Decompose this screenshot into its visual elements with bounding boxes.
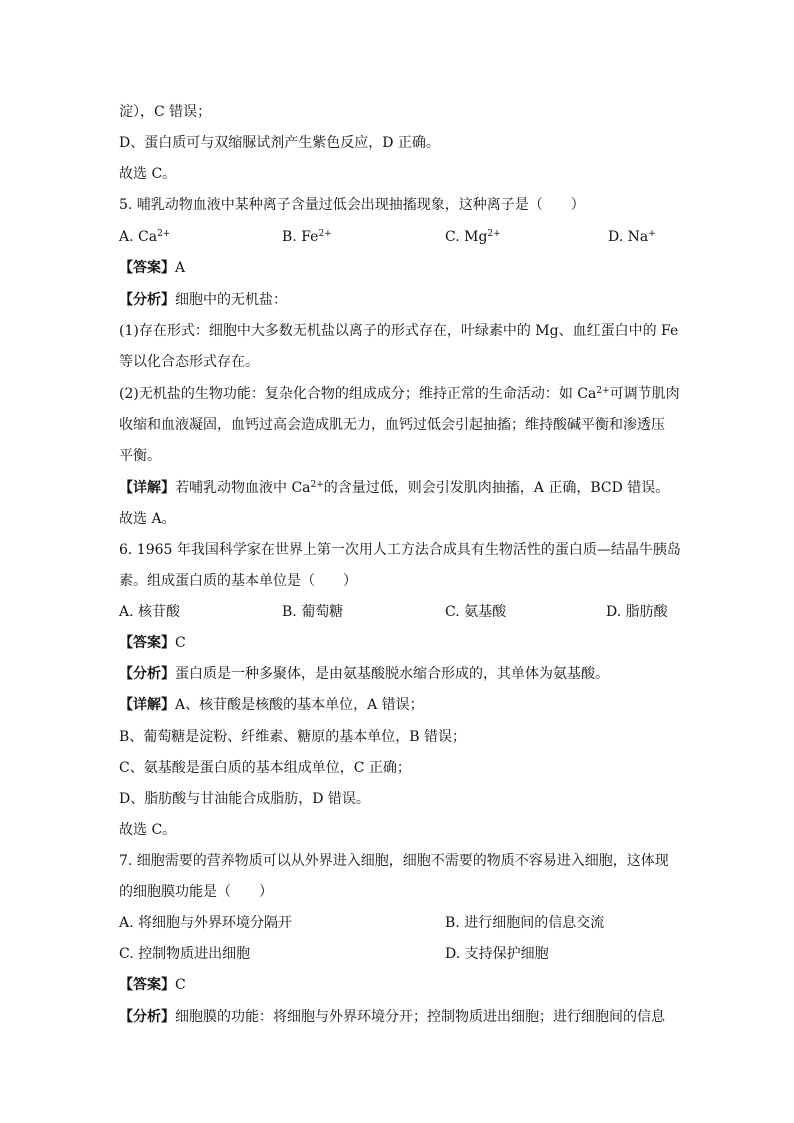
text-line: 故选 A。 (119, 511, 176, 527)
q6-answer (119, 633, 186, 653)
option-letter: D. (608, 229, 624, 245)
detail-tag: 【详解】 (119, 480, 175, 496)
text-line (119, 384, 680, 404)
option-letter: C. (445, 229, 460, 245)
q6-detail (119, 695, 424, 715)
q6-option-c: C. 氨基酸 (445, 604, 507, 620)
text-line: 淀），C 错误； (119, 104, 212, 120)
question-7-stem: 7. 细胞需要的营养物质可以从外界进入细胞，细胞不需要的物质不容易进入细胞，这体现 (119, 853, 669, 869)
answer-value: A (175, 260, 186, 276)
option-letter: A. (119, 229, 134, 245)
analysis-tag: 【分析】 (119, 292, 175, 308)
text-run: 可调节肌肉 (609, 386, 680, 402)
detail-text: A、核苷酸是核酸的基本单位，A 错误； (175, 697, 424, 713)
text-line: 故选 C。 (119, 166, 177, 182)
q5-answer (119, 258, 185, 278)
q5-option-a (119, 227, 170, 247)
text-run: 的含量过低，则会引发肌肉抽搐，A 正确，BCD 错误。 (323, 480, 670, 496)
text-line: D、蛋白质可与双缩脲试剂产生紫色反应，D 正确。 (119, 135, 440, 151)
q5-option-c (445, 227, 501, 247)
question-6-stem: 素。组成蛋白质的基本单位是（ ） (119, 573, 357, 589)
analysis-text: 蛋白质是一种多聚体，是由氨基酸脱水缩合形成的，其单体为氨基酸。 (175, 666, 609, 682)
charge-superscript: 2+ (596, 386, 610, 396)
option-ion: Na (627, 229, 649, 245)
question-7-stem: 的细胞膜功能是（ ） (119, 884, 273, 900)
q7-option-b: B. 进行细胞间的信息交流 (445, 915, 605, 931)
option-charge: 2+ (487, 229, 501, 239)
text-line: B、葡萄糖是淀粉、纤维素、糖原的基本单位，B 错误； (119, 729, 467, 745)
answer-value: C (175, 635, 186, 651)
question-5-stem: 5. 哺乳动物血液中某种离子含量过低会出现抽搐现象，这种离子是（ ） (119, 197, 585, 213)
text-line: 收缩和血液凝固，血钙过高会造成肌无力，血钙过低会引起抽搐；维持酸碱平衡和渗透压 (119, 417, 665, 433)
text-line: (1)存在形式：细胞中大多数无机盐以离子的形式存在，叶绿素中的 Mg、血红蛋白中的 Fe (119, 323, 679, 339)
q6-option-d: D. 脂肪酸 (606, 604, 668, 620)
analysis-tag: 【分析】 (119, 666, 175, 682)
option-charge: 2+ (157, 229, 171, 239)
text-line: C、氨基酸是蛋白质的基本组成单位，C 正确； (119, 760, 411, 776)
q5-option-b (282, 227, 332, 247)
q7-option-c: C. 控制物质进出细胞 (119, 946, 251, 962)
q7-analysis (119, 1007, 665, 1027)
detail-tag: 【详解】 (119, 697, 175, 713)
q7-answer (119, 975, 186, 995)
answer-tag: 【答案】 (119, 635, 175, 651)
text-line: 等以化合态形式存在。 (119, 354, 259, 370)
q5-analysis (119, 290, 287, 310)
option-ion: Fe (301, 229, 319, 245)
analysis-text: 细胞中的无机盐： (175, 292, 287, 308)
q5-option-d (608, 227, 656, 247)
q6-analysis (119, 664, 609, 684)
text-run: 若哺乳动物血液中 Ca (175, 480, 311, 496)
option-ion: Mg (464, 229, 488, 245)
q6-option-b: B. 葡萄糖 (282, 604, 344, 620)
question-6-stem: 6. 1965 年我国科学家在世界上第一次用人工方法合成具有生物活性的蛋白质—结晶牛胰岛 (119, 542, 681, 558)
analysis-text: 细胞膜的功能：将细胞与外界环境分开；控制物质进出细胞；进行细胞间的信息 (175, 1009, 665, 1025)
text-run: (2)无机盐的生物功能：复杂化合物的组成成分；维持正常的生命活动：如 Ca (119, 386, 597, 402)
option-charge: 2+ (318, 229, 332, 239)
q6-option-a: A. 核苷酸 (119, 604, 181, 620)
text-line: 故选 C。 (119, 822, 177, 838)
charge-superscript: 2+ (310, 480, 324, 490)
analysis-tag: 【分析】 (119, 1009, 175, 1025)
answer-tag: 【答案】 (119, 977, 175, 993)
q7-option-d: D. 支持保护细胞 (445, 946, 549, 962)
text-line: 平衡。 (119, 448, 161, 464)
option-charge: + (648, 229, 656, 239)
text-line: D、脂肪酸与甘油能合成脂肪，D 错误。 (119, 791, 370, 807)
option-ion: Ca (138, 229, 158, 245)
option-letter: B. (282, 229, 297, 245)
q5-detail (119, 478, 669, 498)
answer-tag: 【答案】 (119, 260, 175, 276)
answer-value: C (175, 977, 186, 993)
q7-option-a: A. 将细胞与外界环境分隔开 (119, 915, 293, 931)
